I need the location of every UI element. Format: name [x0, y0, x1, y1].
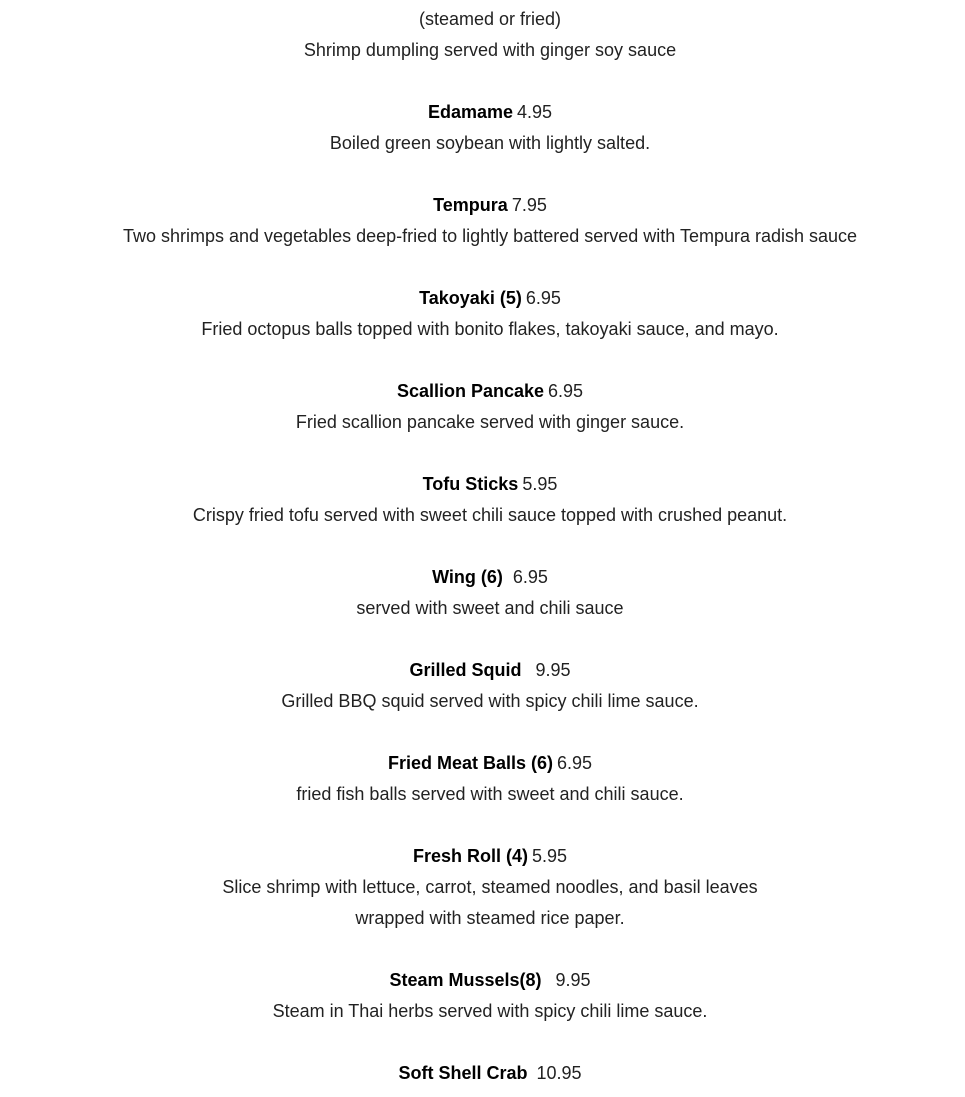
item-spacer: [0, 347, 965, 378]
item-spacer: [0, 440, 965, 471]
menu-item-description: Boiled green soybean with lightly salted.: [329, 133, 651, 153]
menu-item-price: 9.95: [535, 660, 571, 680]
menu-item-name: Steam Mussels(8): [389, 970, 542, 990]
menu-item-heading: [0, 657, 965, 688]
menu-item-description: served with sweet and chili sauce: [356, 598, 624, 618]
menu-item-heading: [0, 1060, 965, 1091]
menu-item-heading: [0, 471, 965, 502]
item-spacer: [0, 533, 965, 564]
menu-item-price: 4.95: [517, 102, 553, 122]
menu-item-heading: [0, 192, 965, 223]
menu-item-price: 5.95: [522, 474, 558, 494]
menu-item-name: Fresh Roll (4): [412, 846, 528, 866]
menu-item-description: Fried scallion pancake served with ginger sauce.: [295, 412, 685, 432]
menu-item-price: 6.95: [525, 288, 561, 308]
menu-item-description: wrapped with steamed rice paper.: [355, 908, 625, 928]
appetizer-menu: [0, 6, 965, 1091]
menu-item-heading: [0, 99, 965, 130]
menu-item-price: 10.95: [536, 1063, 582, 1083]
item-spacer: [0, 1029, 965, 1060]
menu-item-description: Fried octopus balls topped with bonito flakes, takoyaki sauce, and mayo.: [201, 319, 779, 339]
menu-items: [0, 68, 965, 1091]
item-spacer: [0, 68, 965, 99]
menu-item-name: Fried Meat Balls (6): [387, 753, 553, 773]
menu-item-name: Tofu Sticks: [422, 474, 519, 494]
menu-item-heading: [0, 564, 965, 595]
menu-item-heading: [0, 750, 965, 781]
menu-item-heading: [0, 843, 965, 874]
menu-item-name: Scallion Pancake: [396, 381, 545, 401]
menu-item-price: 5.95: [531, 846, 568, 866]
menu-item-description: Slice shrimp with lettuce, carrot, steamed noodles, and basil leaves: [222, 877, 758, 897]
menu-item-description: Grilled BBQ squid served with spicy chili lime sauce.: [281, 691, 699, 711]
menu-item-heading: [0, 378, 965, 409]
item-spacer: [0, 936, 965, 967]
intro-description: Shrimp dumpling served with ginger soy sauce: [303, 40, 677, 60]
menu-item-name: Wing (6): [432, 567, 503, 587]
menu-item-name: Tempura: [433, 195, 508, 215]
item-spacer: [0, 626, 965, 657]
menu-item-name: Takoyaki (5): [419, 288, 522, 308]
menu-item-name: Grilled Squid: [409, 660, 522, 680]
item-spacer: [0, 254, 965, 285]
item-spacer: [0, 719, 965, 750]
menu-item-description: Steam in Thai herbs served with spicy chili lime sauce.: [272, 1001, 708, 1021]
menu-item-description: fried fish balls served with sweet and chili sauce.: [296, 784, 684, 804]
menu-item-heading: [0, 285, 965, 316]
intro-note: (steamed or fried): [418, 9, 562, 29]
menu-item-name: Edamame: [427, 102, 513, 122]
item-spacer: [0, 161, 965, 192]
menu-item-price: 7.95: [511, 195, 547, 215]
menu-item-price: 6.95: [557, 753, 593, 773]
menu-item-price: 6.95: [548, 381, 584, 401]
menu-item-description: Two shrimps and vegetables deep-fried to lightly battered served with Tempura radish sauce: [122, 226, 858, 246]
item-spacer: [0, 812, 965, 843]
menu-item-name: Soft Shell Crab: [398, 1063, 528, 1083]
menu-item-heading: [0, 967, 965, 998]
menu-item-description: Crispy fried tofu served with sweet chili sauce topped with crushed peanut.: [192, 505, 788, 525]
menu-item-price: 9.95: [555, 970, 591, 990]
menu-item-price: 6.95: [512, 567, 548, 587]
